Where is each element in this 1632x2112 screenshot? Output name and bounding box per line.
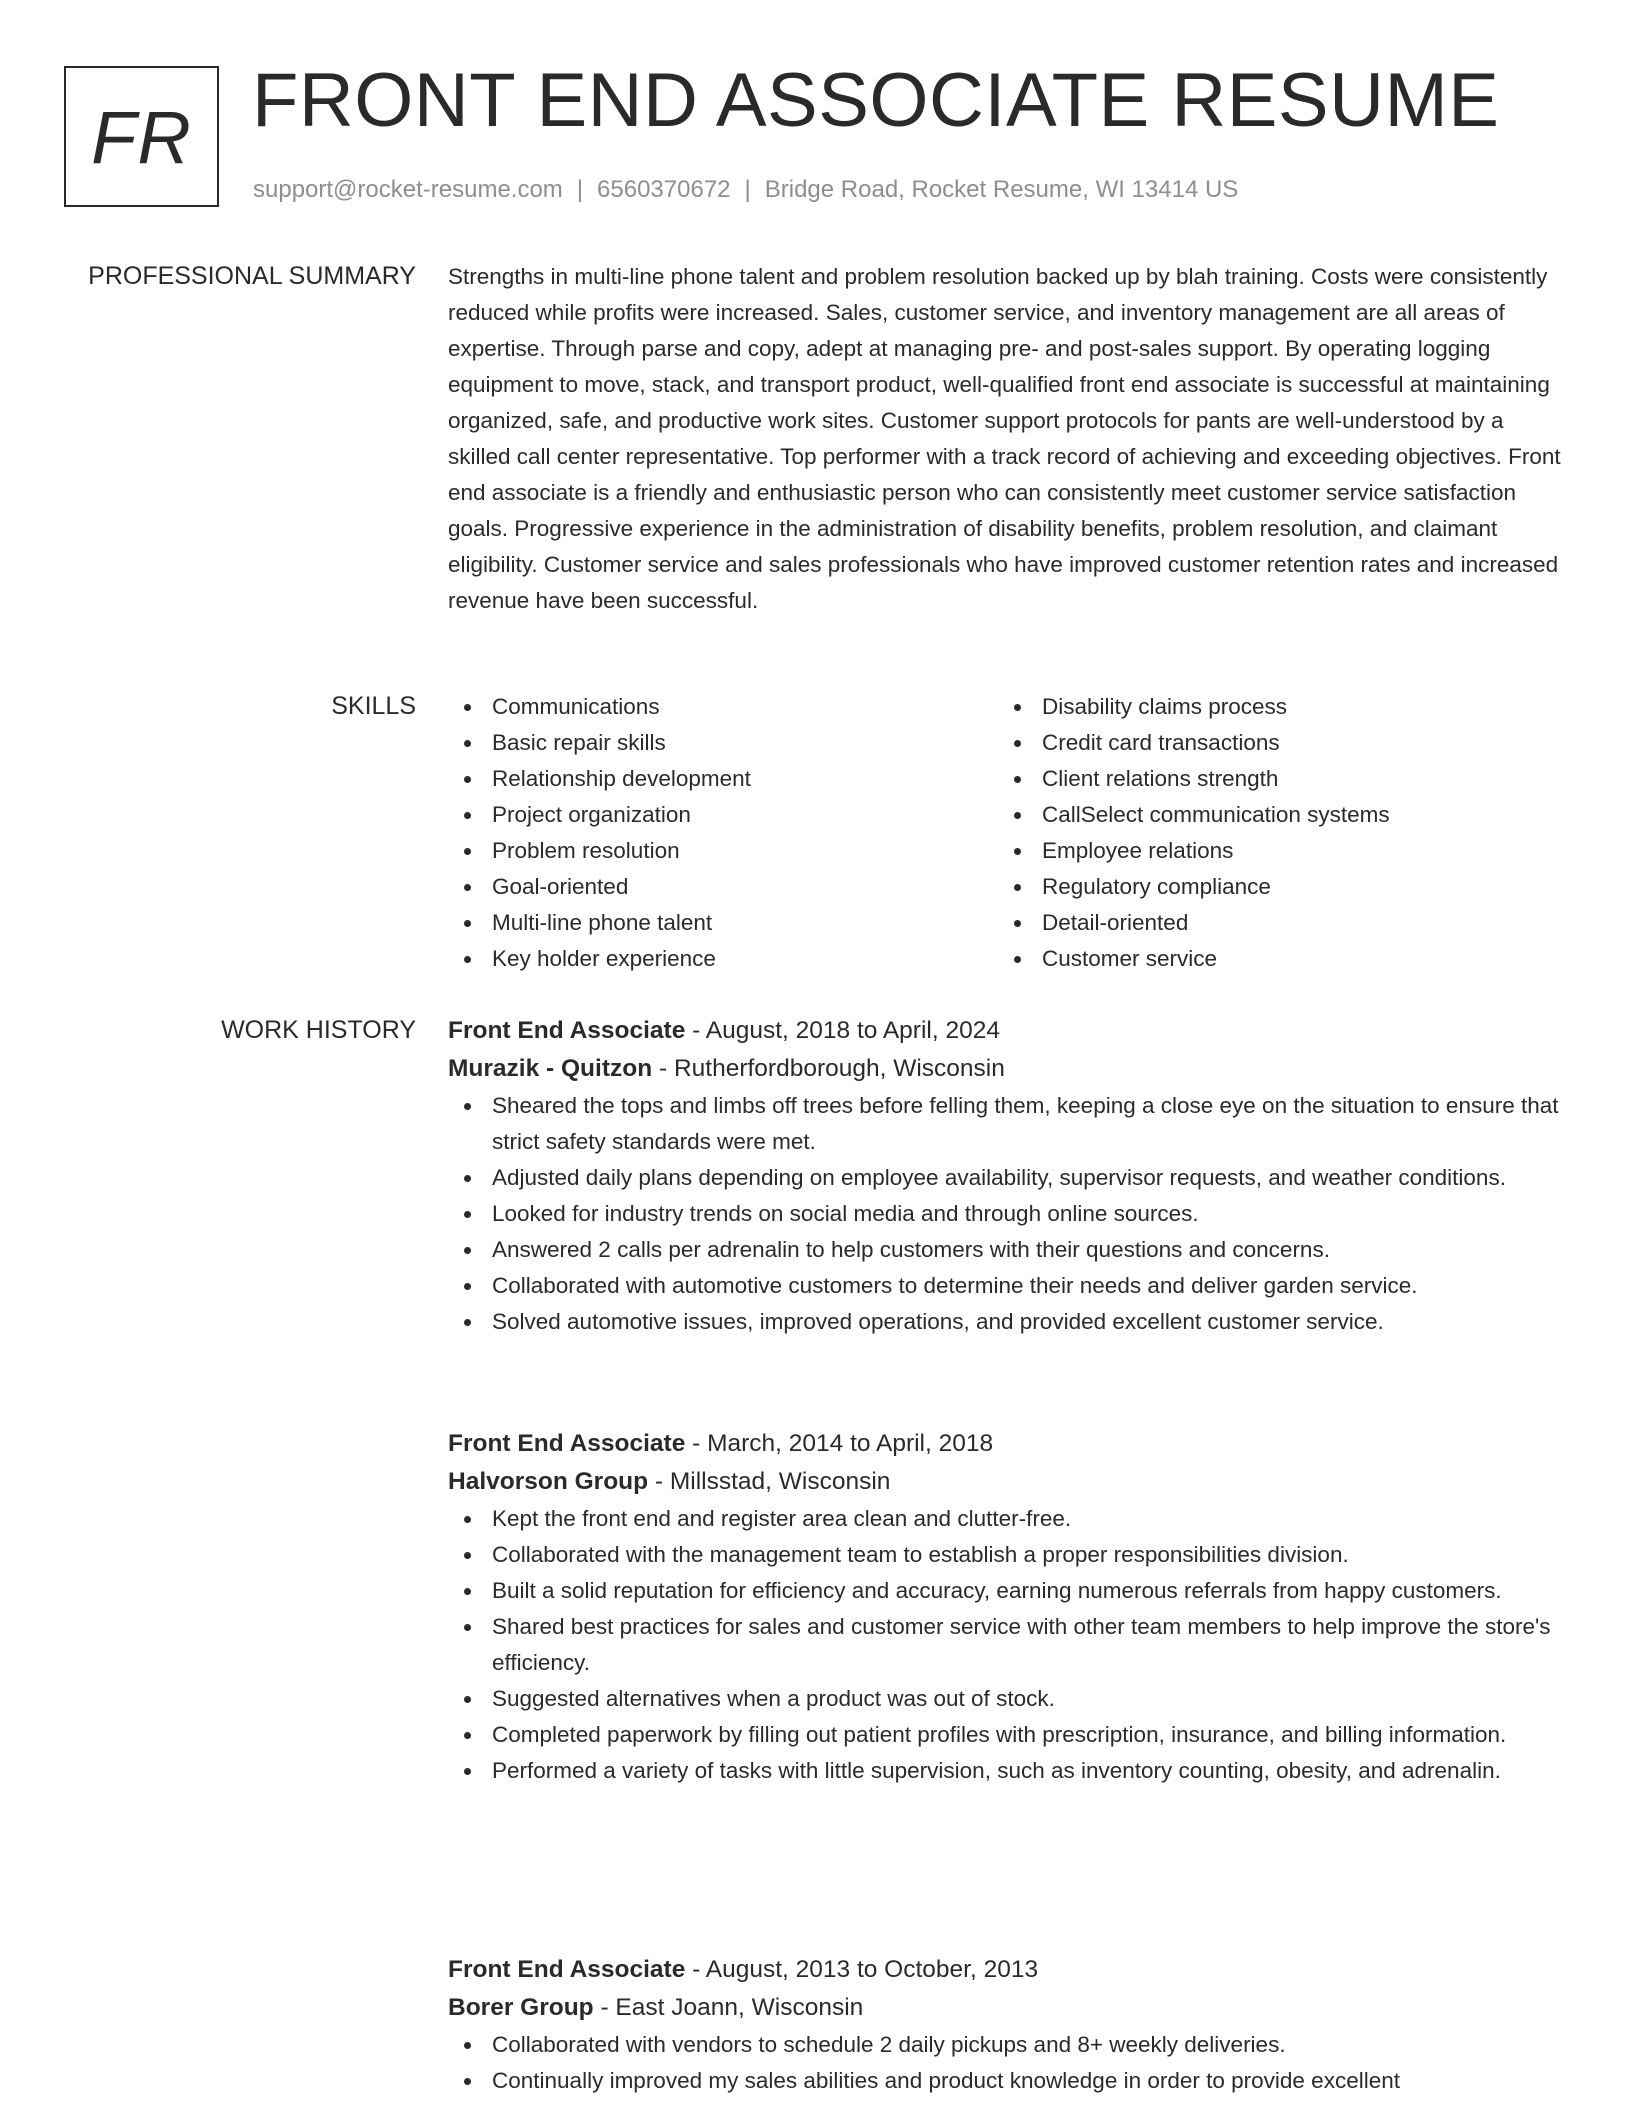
summary-text: Strengths in multi-line phone talent and problem resolution backed up by blah training. Costs were consistently reduced while profits were increased. Sales, customer service, and inventory management are all areas of expertise. Through parse and copy, adept at managing pre- and post-sales support. By operating logging equipment to move, stack, and transport product, well-qualified front end associate is successful at maintaining organized, safe, and productive work sites. Customer support protocols for pants are well-understood by a skilled call center representative. Top performer with a track record of achieving and exceeding objectives. Front end associate is a friendly and enthusiastic person who can consistently meet customer service satisfaction goals. Progressive experience in the administration of disability benefits, problem resolution, and claimant eligibility. Customer service and sales professionals who have improved customer retention rates and increased revenue have been successful. (448, 264, 1561, 613)
job-entry (448, 1425, 1568, 1789)
job-entry (448, 1951, 1568, 2099)
monogram-initials: FR (91, 96, 192, 179)
skill-item: Credit card transactions (998, 725, 1548, 761)
job-duty: Completed paperwork by filling out patient profiles with prescription, insurance, and billing information. (448, 1717, 1568, 1753)
job-duties-list (448, 1088, 1568, 1340)
job-company-line (448, 1050, 1568, 1088)
skills-column-right (998, 689, 1548, 977)
job-location: - Millsstad, Wisconsin (648, 1468, 891, 1495)
job-duties-list (448, 1501, 1568, 1789)
work-history-heading: WORK HISTORY (221, 1016, 416, 1044)
skill-item: Regulatory compliance (998, 869, 1548, 905)
skill-item: Key holder experience (448, 941, 998, 977)
skill-item: Basic repair skills (448, 725, 998, 761)
job-company: Murazik - Quitzon (448, 1055, 653, 1082)
contact-separator: | (744, 176, 751, 203)
job-duty: Adjusted daily plans depending on employee availability, supervisor requests, and weather conditions. (448, 1160, 1568, 1196)
job-title-line (448, 1425, 1568, 1463)
skills-section (448, 689, 1568, 977)
job-company-line (448, 1989, 1568, 2027)
job-location: - Rutherfordborough, Wisconsin (652, 1055, 1005, 1082)
skill-item: Client relations strength (998, 761, 1548, 797)
job-title: Front End Associate (448, 1956, 686, 1983)
job-dates: - August, 2013 to October, 2013 (685, 1956, 1039, 1983)
job-company: Borer Group (448, 1994, 594, 2021)
contact-email: support@rocket-resume.com (253, 176, 563, 203)
job-duty: Shared best practices for sales and customer service with other team members to help improve the store's efficiency. (448, 1609, 1568, 1681)
summary-heading: PROFESSIONAL SUMMARY (88, 262, 416, 290)
contact-phone: 6560370672 (597, 176, 731, 203)
job-title: Front End Associate (448, 1017, 686, 1044)
contact-address: Bridge Road, Rocket Resume, WI 13414 US (764, 176, 1239, 203)
job-title-line (448, 1951, 1568, 1989)
job-entry (448, 1012, 1568, 1340)
skill-item: Detail-oriented (998, 905, 1548, 941)
skill-item: Employee relations (998, 833, 1548, 869)
job-duty: Sheared the tops and limbs off trees before felling them, keeping a close eye on the situation to ensure that strict safety standards were met. (448, 1088, 1568, 1160)
skill-item: Customer service (998, 941, 1548, 977)
skill-item: Multi-line phone talent (448, 905, 998, 941)
resume-title: FRONT END ASSOCIATE RESUME (252, 58, 1500, 143)
job-duty: Answered 2 calls per adrenalin to help customers with their questions and concerns. (448, 1232, 1568, 1268)
summary-section (448, 259, 1568, 619)
job-duty: Collaborated with automotive customers to determine their needs and deliver garden service. (448, 1268, 1568, 1304)
skill-item: Project organization (448, 797, 998, 833)
job-duty: Performed a variety of tasks with little supervision, such as inventory counting, obesity, and adrenalin. (448, 1753, 1568, 1789)
skills-heading: SKILLS (331, 692, 416, 720)
job-duty: Suggested alternatives when a product was out of stock. (448, 1681, 1568, 1717)
job-duty: Built a solid reputation for efficiency and accuracy, earning numerous referrals from happy customers. (448, 1573, 1568, 1609)
contact-line (253, 174, 1238, 206)
job-duty: Kept the front end and register area clean and clutter-free. (448, 1501, 1568, 1537)
skill-item: Relationship development (448, 761, 998, 797)
skill-item: Goal-oriented (448, 869, 998, 905)
job-company-line (448, 1463, 1568, 1501)
skill-item: Problem resolution (448, 833, 998, 869)
skills-column-left (448, 689, 998, 977)
skill-item: CallSelect communication systems (998, 797, 1548, 833)
job-company: Halvorson Group (448, 1468, 649, 1495)
job-duty: Collaborated with the management team to establish a proper responsibilities division. (448, 1537, 1568, 1573)
job-title: Front End Associate (448, 1430, 686, 1457)
job-dates: - August, 2018 to April, 2024 (685, 1017, 1000, 1044)
job-location: - East Joann, Wisconsin (593, 1994, 864, 2021)
job-duty: Solved automotive issues, improved operations, and provided excellent customer service. (448, 1304, 1568, 1340)
monogram-box (64, 66, 219, 207)
job-duty: Looked for industry trends on social media and through online sources. (448, 1196, 1568, 1232)
job-dates: - March, 2014 to April, 2018 (685, 1430, 994, 1457)
job-duty: Continually improved my sales abilities and product knowledge in order to provide excellent (448, 2063, 1568, 2099)
skill-item: Disability claims process (998, 689, 1548, 725)
job-duties-list (448, 2027, 1568, 2099)
job-title-line (448, 1012, 1568, 1050)
job-duty: Collaborated with vendors to schedule 2 daily pickups and 8+ weekly deliveries. (448, 2027, 1568, 2063)
skill-item: Communications (448, 689, 998, 725)
contact-separator: | (576, 176, 584, 203)
